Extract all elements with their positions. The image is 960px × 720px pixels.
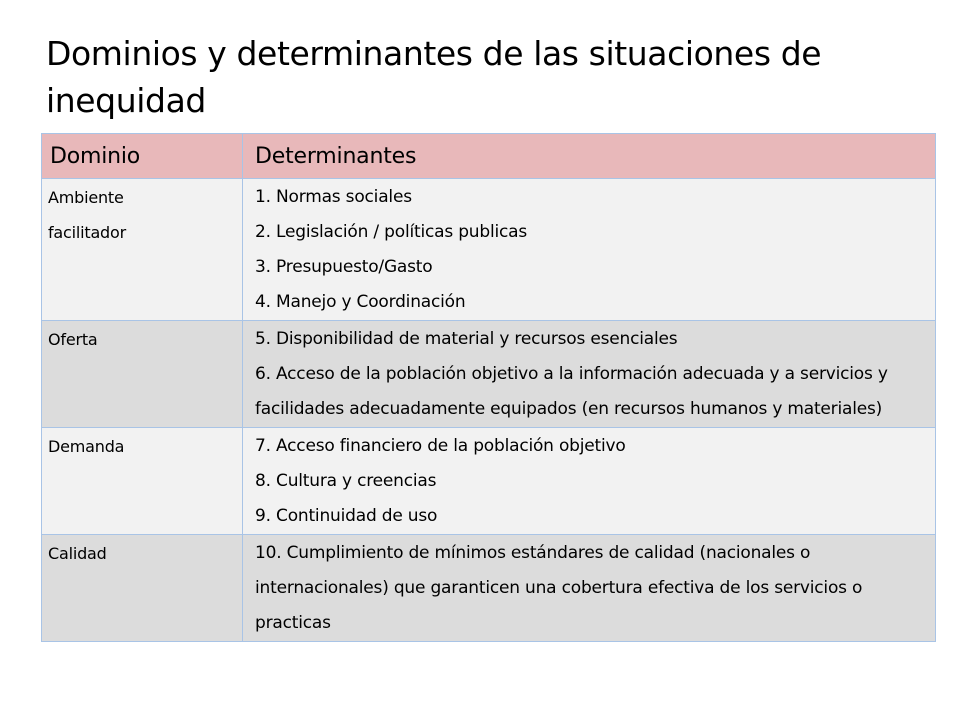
slide-title: Dominios y determinantes de las situaciones de inequidad (46, 34, 822, 120)
determinants-cell (243, 428, 936, 535)
determinants-cell (243, 179, 936, 321)
header-determinantes: Determinantes (243, 134, 936, 179)
table-header-row (42, 134, 936, 179)
header-dominio: Dominio (42, 134, 243, 179)
domain-cell: Ambiente facilitador (42, 179, 243, 321)
table-row (42, 535, 936, 642)
determinants-cell (243, 535, 936, 642)
domain-cell: Demanda (42, 428, 243, 535)
determinant-item: 5. Disponibilidad de material y recursos esenciales (255, 329, 678, 349)
determinants-table (41, 133, 936, 642)
domain-cell: Calidad (42, 535, 243, 642)
determinant-item: 4. Manejo y Coordinación (255, 292, 466, 312)
determinant-item: 2. Legislación / políticas publicas (255, 222, 528, 242)
determinant-item: 10. Cumplimiento de mínimos estándares de calidad (nacionales o internacionales) que garanticen una cobertura efectiva de los servicios o practicas (255, 543, 863, 633)
determinant-item: 3. Presupuesto/Gasto (255, 257, 433, 277)
determinant-item: 1. Normas sociales (255, 187, 412, 207)
table-row (42, 321, 936, 428)
determinant-item: 7. Acceso financiero de la población objetivo (255, 436, 626, 456)
determinants-cell (243, 321, 936, 428)
determinant-item: 9. Continuidad de uso (255, 506, 438, 526)
table-row (42, 179, 936, 321)
determinant-item: 6. Acceso de la población objetivo a la información adecuada y a servicios y facilidades adecuadamente equipados (en recursos humanos y materiales) (255, 364, 888, 419)
determinant-item: 8. Cultura y creencias (255, 471, 437, 491)
table-row (42, 428, 936, 535)
domain-cell: Oferta (42, 321, 243, 428)
